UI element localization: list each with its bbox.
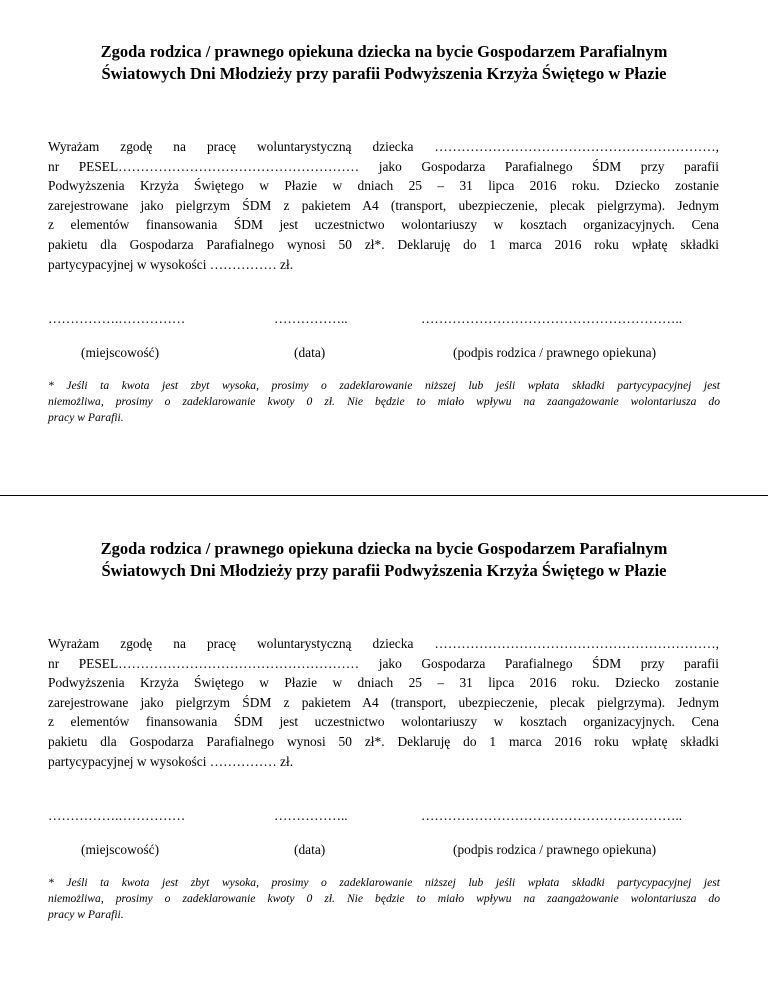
footnote <box>48 875 720 923</box>
signature-label: (podpis rodzica / prawnego opiekuna) <box>453 842 657 857</box>
title-line: Zgoda rodzica / prawnego opiekuna dziecka na bycie Gospodarzem Parafialnym <box>100 539 668 558</box>
statement-line: Wyrażam zgodę na pracę woluntarystyczną dziecka ………………………………………………………, <box>48 636 719 651</box>
statement-line: zarejestrowane jako pielgrzym ŚDM z pakietem A4 (transport, ubezpieczenie, plecak pielgrzyma). Jednym <box>48 197 719 213</box>
consent-statement <box>48 634 719 771</box>
place-field: …………….…………… <box>48 808 186 823</box>
statement-line: Podwyższenia Krzyża Świętego w Płazie w dniach 25 – 31 lipca 2016 roku. Dziecko zostanie <box>48 178 719 194</box>
date-label: (data) <box>294 842 326 857</box>
date-label: (data) <box>294 345 326 360</box>
statement-line: partycypacyjnej w wysokości …………… zł. <box>48 753 294 769</box>
footnote-line: * Jeśli ta kwota jest zbyt wysoka, prosimy o zadeklarowanie niższej lub jeśli wpłata składki partycypacyjnej jest <box>48 379 720 392</box>
footnote <box>48 378 720 426</box>
signature-field: ………………………………………………….. <box>421 808 683 823</box>
statement-line: nr PESEL……………………………………………… jako Gospodarza Parafialnego ŚDM przy parafii <box>48 655 719 671</box>
cut-line-divider <box>0 495 768 496</box>
footnote-line: pracy w Parafii. <box>48 908 124 921</box>
statement-line: pakietu dla Gospodarza Parafialnego wynosi 50 zł*. Deklaruję do 1 marca 2016 roku wpłatę składki <box>48 236 719 252</box>
date-field: …………….. <box>274 311 348 326</box>
title-line: Światowych Dni Młodzieży przy parafii Podwyższenia Krzyża Świętego w Płazie <box>101 64 667 83</box>
consent-statement <box>48 137 719 274</box>
form-title <box>0 538 768 582</box>
statement-line: Wyrażam zgodę na pracę woluntarystyczną dziecka ………………………………………………………, <box>48 139 719 154</box>
place-label: (miejscowość) <box>81 842 160 857</box>
statement-line: partycypacyjnej w wysokości …………… zł. <box>48 256 294 272</box>
form-title <box>0 41 768 85</box>
signature-label: (podpis rodzica / prawnego opiekuna) <box>453 345 657 360</box>
statement-line: z elementów finansowania ŚDM jest uczestnictwo wolontariuszy w kosztach organizacyjnych. Cena <box>48 217 719 233</box>
place-label: (miejscowość) <box>81 345 160 360</box>
title-line: Zgoda rodzica / prawnego opiekuna dziecka na bycie Gospodarzem Parafialnym <box>100 42 668 61</box>
statement-line: nr PESEL……………………………………………… jako Gospodarza Parafialnego ŚDM przy parafii <box>48 158 719 174</box>
statement-line: z elementów finansowania ŚDM jest uczestnictwo wolontariuszy w kosztach organizacyjnych. Cena <box>48 714 719 730</box>
footnote-line: * Jeśli ta kwota jest zbyt wysoka, prosimy o zadeklarowanie niższej lub jeśli wpłata składki partycypacyjnej jest <box>48 876 720 889</box>
signature-field: ………………………………………………….. <box>421 311 683 326</box>
date-field: …………….. <box>274 808 348 823</box>
footnote-line: pracy w Parafii. <box>48 411 124 424</box>
footnote-line: niemożliwa, prosimy o zadeklarowanie kwoty 0 zł. Nie będzie to miało wpływu na zaangażowanie wolontariusza do <box>48 395 720 408</box>
footnote-line: niemożliwa, prosimy o zadeklarowanie kwoty 0 zł. Nie będzie to miało wpływu na zaangażowanie wolontariusza do <box>48 892 720 905</box>
statement-line: pakietu dla Gospodarza Parafialnego wynosi 50 zł*. Deklaruję do 1 marca 2016 roku wpłatę składki <box>48 733 719 749</box>
statement-line: Podwyższenia Krzyża Świętego w Płazie w dniach 25 – 31 lipca 2016 roku. Dziecko zostanie <box>48 675 719 691</box>
title-line: Światowych Dni Młodzieży przy parafii Podwyższenia Krzyża Świętego w Płazie <box>101 561 667 580</box>
place-field: …………….…………… <box>48 311 186 326</box>
statement-line: zarejestrowane jako pielgrzym ŚDM z pakietem A4 (transport, ubezpieczenie, plecak pielgrzyma). Jednym <box>48 694 719 710</box>
